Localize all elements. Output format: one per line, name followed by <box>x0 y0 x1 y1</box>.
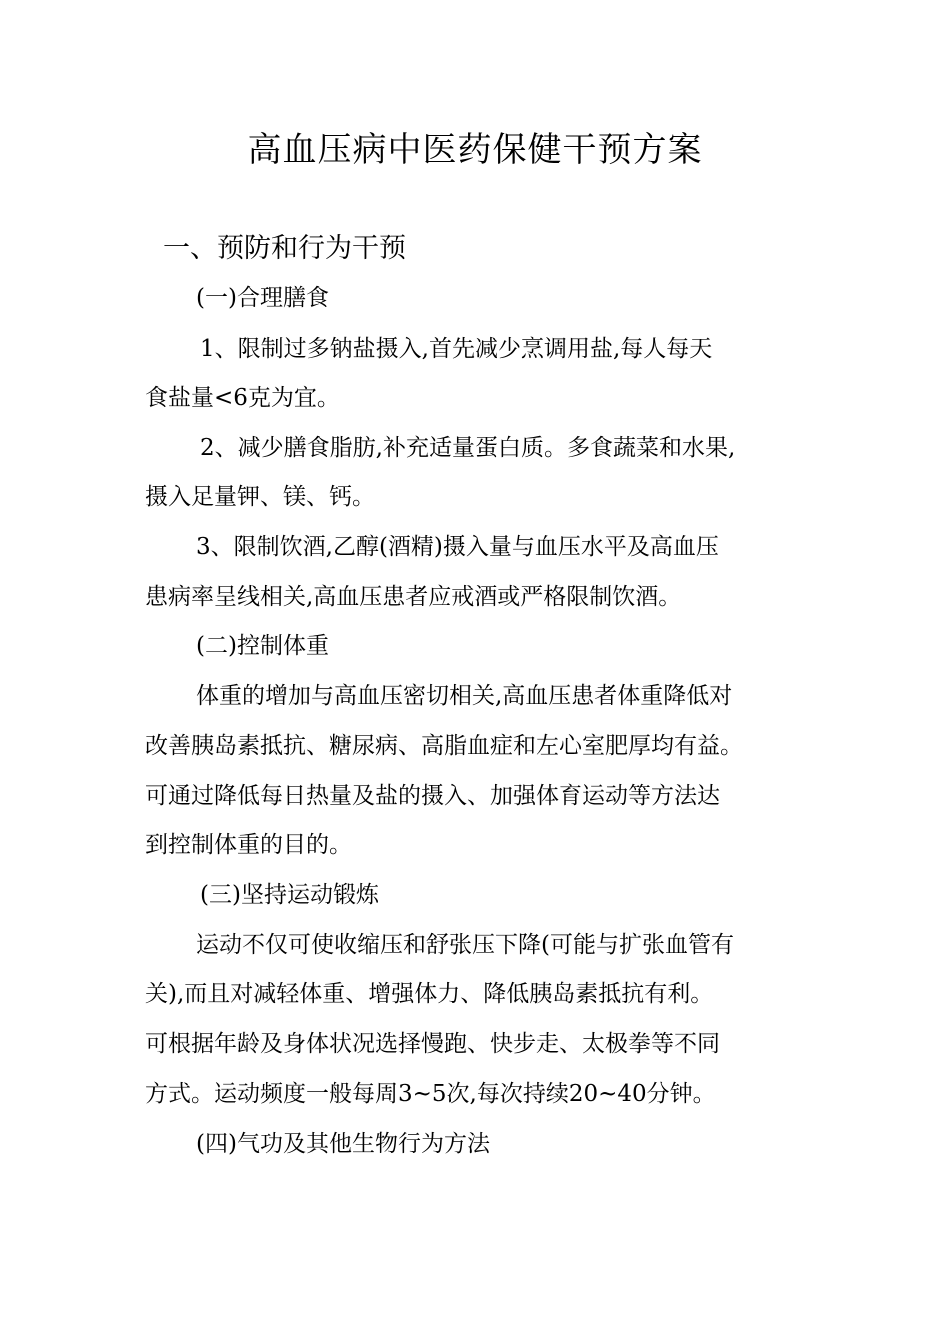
paragraph-5-line-1: 运动不仅可使收缩压和舒张压下降(可能与扩张血管有 <box>196 932 734 958</box>
paragraph-3-line-2: 患病率呈线相关,高血压患者应戒酒或严格限制饮酒。 <box>145 584 682 610</box>
paragraph-4-line-3: 可通过降低每日热量及盐的摄入、加强体育运动等方法达 <box>145 783 720 809</box>
paragraph-2-line-2: 摄入足量钾、镁、钙。 <box>145 484 375 510</box>
paragraph-5-line-3: 可根据年龄及身体状况选择慢跑、快步走、太极拳等不同 <box>145 1031 720 1057</box>
document-title: 高血压病中医药保健干预方案 <box>247 130 703 170</box>
paragraph-5-line-4: 方式。运动频度一般每周3~5次,每次持续20~40分钟。 <box>145 1081 716 1107</box>
paragraph-2-line-1: 2、减少膳食脂肪,补充适量蛋白质。多食蔬菜和水果, <box>200 435 736 461</box>
paragraph-5-line-2: 关),而且对减轻体重、增强体力、降低胰岛素抵抗有利。 <box>145 981 714 1007</box>
paragraph-1-line-2: 食盐量<6克为宜。 <box>145 385 340 411</box>
paragraph-3-line-1: 3、限制饮酒,乙醇(酒精)摄入量与血压水平及高血压 <box>196 534 719 560</box>
paragraph-4-line-1: 体重的增加与高血压密切相关,高血压患者体重降低对 <box>196 683 733 709</box>
paragraph-1-line-1: 1、限制过多钠盐摄入,首先减少烹调用盐,每人每天 <box>200 336 713 362</box>
subheading-diet: (一)合理膳食 <box>196 285 329 311</box>
paragraph-4-line-4: 到控制体重的目的。 <box>145 832 352 858</box>
section-heading-prevention: 一、预防和行为干预 <box>163 233 406 264</box>
paragraph-4-line-2: 改善胰岛素抵抗、糖尿病、高脂血症和左心室肥厚均有益。 <box>145 733 743 759</box>
subheading-weight: (二)控制体重 <box>196 633 329 659</box>
subheading-exercise: (三)坚持运动锻炼 <box>200 882 379 908</box>
subheading-qigong: (四)气功及其他生物行为方法 <box>196 1131 490 1157</box>
